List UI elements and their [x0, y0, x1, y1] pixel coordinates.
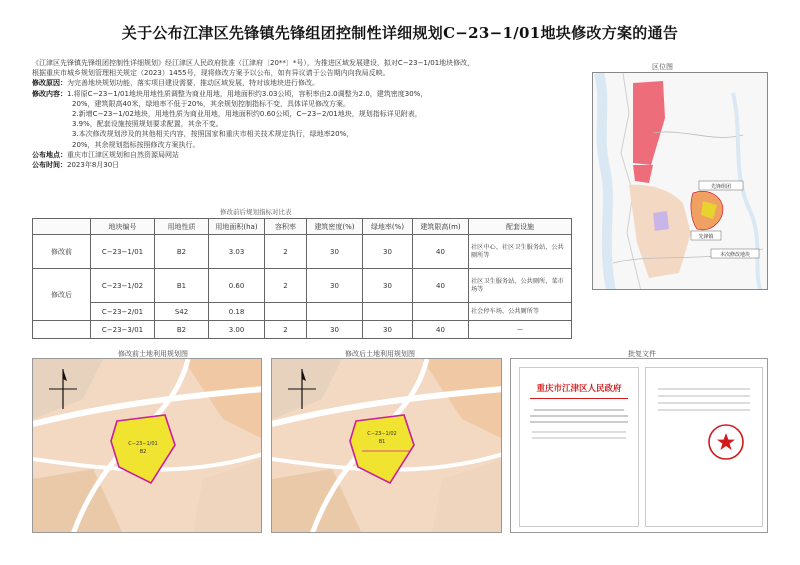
location-label-3: 本次修改地块: [719, 252, 751, 258]
table-cell: 30: [363, 235, 413, 269]
before-map-graphic: [33, 359, 262, 533]
table-header-cell: 容积率: [265, 219, 307, 235]
parcel-use-label: B2: [139, 449, 147, 455]
table-cell-group: 修改后: [33, 269, 91, 321]
table-row: [33, 303, 572, 321]
table-cell: C−23−1/01: [91, 235, 155, 269]
content-line-6: 20%，其余规划指标按照修改方案执行。: [72, 140, 200, 149]
table-row: [33, 269, 572, 303]
table-header-cell: 配套设施: [469, 219, 572, 235]
intro-line-2: 根据重庆市城乡规划管理相关规定（2023）1455号，现将修改方案予以公布，如有异议请于公告期内向我局反映。: [32, 69, 390, 78]
table-cell: B2: [155, 235, 209, 269]
place-text: 重庆市江津区规划和自然资源局网站: [67, 150, 179, 159]
reason-key: 修改原因：: [32, 79, 67, 88]
content-line-1: 1.将原C−23−1/01地块用地性质调整为商业用地，用地面积约3.03公顷，容积率由2.0调整为2.0，建筑密度30%，: [67, 89, 428, 98]
mixed-zone: [653, 211, 669, 231]
table-header-cell: 绿地率(%): [363, 219, 413, 235]
intro-line-1: 《江津区先锋镇先锋组团控制性详细规划》经江津区人民政府批准（江津府〔20**〕*号），为推进区域发展建设，拟对C−23−1/01地块修改，: [32, 59, 475, 67]
table-cell: [307, 303, 363, 321]
table-cell-note: 社区卫生服务站、公共厕所、菜市场等: [469, 269, 572, 303]
table-cell: 40: [413, 269, 469, 303]
before-map-caption: 修改前土地利用规划图: [118, 350, 188, 358]
table-header-cell: 地块编号: [91, 219, 155, 235]
notice-caption: 批复文件: [628, 350, 656, 358]
notice-text-block: [32, 58, 572, 170]
header-rule: [530, 398, 628, 399]
parcel-label: C−23−1/02: [367, 431, 397, 437]
table-header-cell: 用地性质: [155, 219, 209, 235]
table-cell: 2: [265, 269, 307, 303]
table-row: [33, 235, 572, 269]
before-map-panel: [32, 358, 262, 533]
table-cell: 30: [307, 235, 363, 269]
page-title: 关于公布江津区先锋镇先锋组团控制性详细规划C−23−1/01地块修改方案的通告: [121, 24, 679, 42]
table-cell: 0.60: [209, 269, 265, 303]
table-header-group: [33, 219, 91, 235]
table-cell: [363, 303, 413, 321]
content-line-4: 3.9%，配套设施按照规划要求配置，其余不变。: [72, 120, 223, 129]
table-cell: 40: [413, 235, 469, 269]
table-cell: 30: [363, 269, 413, 303]
table-cell: 2: [265, 235, 307, 269]
time-key: 公布时间：: [32, 161, 67, 170]
place-row: [32, 150, 572, 160]
table-cell: S42: [155, 303, 209, 321]
table-cell: [413, 303, 469, 321]
table-cell: 30: [307, 321, 363, 339]
document-page-2: [645, 367, 763, 527]
after-map-graphic: [272, 359, 502, 533]
parcel-use-label: B1: [378, 439, 386, 445]
table-cell: C−23−3/01: [91, 321, 155, 339]
location-map: [592, 72, 768, 290]
table-header-row: [33, 219, 572, 235]
table-cell-note: 社区中心、社区卫生服务站、公共厕所等: [469, 235, 572, 269]
location-label-1: 先锋组团: [710, 184, 732, 190]
approval-document-panel: [510, 358, 768, 533]
table-header-cell: 建筑密度(%): [307, 219, 363, 235]
content-row: [32, 89, 572, 99]
table-cell: 0.18: [209, 303, 265, 321]
content-key: 修改内容：: [32, 89, 67, 98]
location-map-graphic: [593, 73, 768, 290]
table-cell-group: [33, 321, 91, 339]
table-cell: C−23−2/01: [91, 303, 155, 321]
table-header-cell: 用地面积(ha): [209, 219, 265, 235]
table-title: 修改前后规划指标对比表: [220, 208, 292, 216]
table-cell: [265, 303, 307, 321]
content-line-5: 3.本次修改规划涉及的其他相关内容，按照国家和重庆市相关技术规定执行，绿地率20%，: [72, 130, 354, 139]
table-cell: 3.03: [209, 235, 265, 269]
after-map-panel: [271, 358, 502, 533]
table-cell: C−23−1/02: [91, 269, 155, 303]
table-cell: 2: [265, 321, 307, 339]
index-comparison-table: [32, 218, 572, 339]
official-seal-icon: [706, 422, 746, 462]
table-cell: 3.00: [209, 321, 265, 339]
location-map-caption: 区位图: [652, 63, 673, 71]
table-cell: 40: [413, 321, 469, 339]
table-header-cell: 建筑限高(m): [413, 219, 469, 235]
place-key: 公布地点：: [32, 150, 67, 159]
table-cell: 30: [307, 269, 363, 303]
table-cell: B1: [155, 269, 209, 303]
table-cell-note: 社会停车场、公共厕所等: [469, 303, 572, 321]
table-cell-note: —: [469, 321, 572, 339]
content-line-3: 2.新增C−23−1/02地块，用地性质为商业用地，用地面积约0.60公顷，C−23−2/01地块，规划指标详见附表，: [72, 110, 422, 119]
table-row: [33, 321, 572, 339]
reason-text: 为完善地块规划功能，落实项目建设需要，推动区域发展，特对该地块进行修改。: [67, 79, 319, 88]
content-line-2: 20%，建筑限高40米，绿地率不低于20%，其余规划控制指标不变，具体详见修改方案。: [72, 99, 351, 108]
reason-row: [32, 78, 572, 88]
document-page-1: [519, 367, 639, 527]
time-row: [32, 160, 572, 170]
table-cell: 30: [363, 321, 413, 339]
location-label-2: 先锋镇: [698, 234, 714, 240]
document-header: 重庆市江津区人民政府: [536, 384, 622, 394]
time-text: 2023年8月30日: [67, 161, 120, 170]
after-map-caption: 修改后土地利用规划图: [345, 350, 415, 358]
table-cell-group: 修改前: [33, 235, 91, 269]
parcel-label: C−23−1/01: [128, 441, 158, 447]
table-cell: B2: [155, 321, 209, 339]
